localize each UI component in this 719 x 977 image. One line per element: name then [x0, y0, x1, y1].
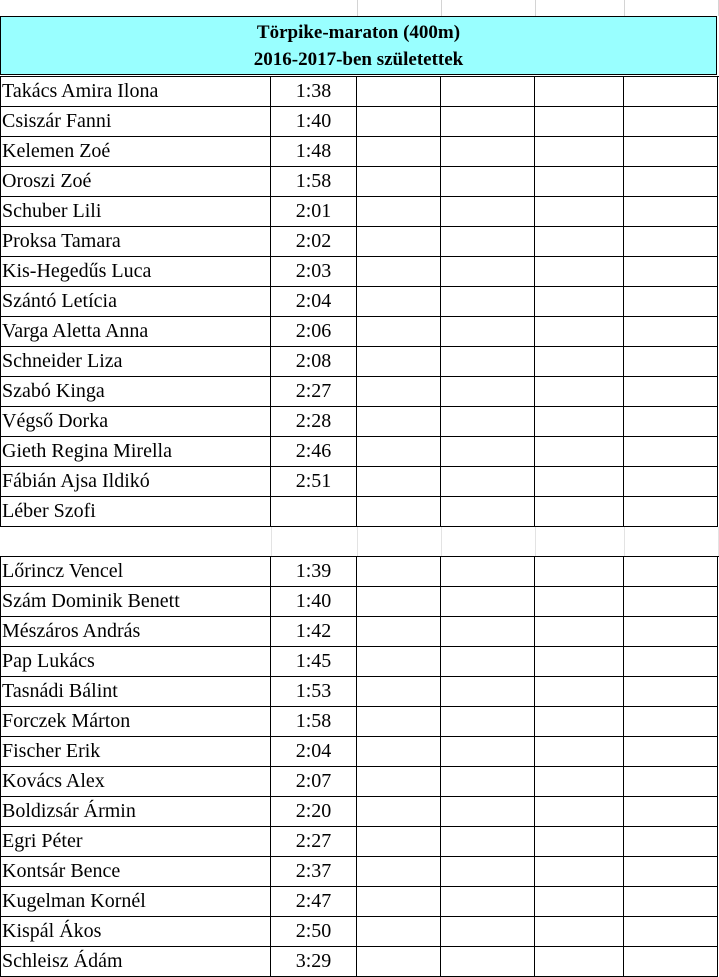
- empty-cell[interactable]: [535, 167, 624, 197]
- empty-cell[interactable]: [441, 647, 535, 677]
- table-row: [0, 347, 719, 377]
- empty-cell[interactable]: [535, 617, 624, 647]
- empty-cell[interactable]: [441, 707, 535, 737]
- runner-name-cell[interactable]: Proksa Tamara: [0, 227, 271, 257]
- table-row: [0, 947, 719, 977]
- table-row: [0, 317, 719, 347]
- empty-cell[interactable]: [357, 407, 441, 437]
- empty-cell[interactable]: [624, 827, 718, 857]
- empty-cell[interactable]: [357, 917, 441, 947]
- empty-cell[interactable]: [535, 767, 624, 797]
- empty-cell[interactable]: [441, 917, 535, 947]
- table-row: [0, 497, 719, 527]
- finish-time-cell[interactable]: 1:45: [271, 647, 357, 677]
- finish-time-cell[interactable]: 2:37: [271, 857, 357, 887]
- table-row: [0, 437, 719, 467]
- empty-cell[interactable]: [441, 197, 535, 227]
- empty-cell[interactable]: [441, 947, 535, 977]
- empty-cell[interactable]: [357, 707, 441, 737]
- empty-cell[interactable]: [535, 407, 624, 437]
- runner-name-cell[interactable]: Szám Dominik Benett: [0, 587, 271, 617]
- empty-cell[interactable]: [357, 617, 441, 647]
- empty-cell[interactable]: [441, 377, 535, 407]
- empty-cell[interactable]: [441, 767, 535, 797]
- runner-name-cell[interactable]: Végső Dorka: [0, 407, 271, 437]
- table-row: [0, 107, 719, 137]
- empty-cell[interactable]: [624, 77, 718, 107]
- runner-name-cell[interactable]: Schuber Lili: [0, 197, 271, 227]
- table-row: [0, 137, 719, 167]
- finish-time-cell[interactable]: 2:07: [271, 767, 357, 797]
- empty-cell[interactable]: [357, 347, 441, 377]
- empty-cell[interactable]: [441, 77, 535, 107]
- empty-cell[interactable]: [624, 287, 718, 317]
- empty-cell[interactable]: [624, 737, 718, 767]
- empty-cell[interactable]: [624, 497, 718, 527]
- finish-time-cell[interactable]: 2:04: [271, 737, 357, 767]
- empty-cell[interactable]: [441, 167, 535, 197]
- empty-cell[interactable]: [357, 227, 441, 257]
- empty-cell[interactable]: [535, 707, 624, 737]
- finish-time-cell[interactable]: 2:28: [271, 407, 357, 437]
- runner-name-cell[interactable]: Oroszi Zoé: [0, 167, 271, 197]
- finish-time-cell[interactable]: 2:02: [271, 227, 357, 257]
- title-race-name: Törpike-maraton (400m): [256, 22, 461, 43]
- empty-cell[interactable]: [624, 617, 718, 647]
- empty-cell[interactable]: [357, 257, 441, 287]
- runner-name-cell[interactable]: Boldizsár Ármin: [0, 797, 271, 827]
- table-row: [0, 467, 719, 497]
- gridline: [624, 0, 625, 16]
- empty-cell[interactable]: [535, 197, 624, 227]
- empty-cell[interactable]: [357, 827, 441, 857]
- empty-cell[interactable]: [535, 677, 624, 707]
- empty-cell[interactable]: [624, 707, 718, 737]
- empty-cell[interactable]: [441, 857, 535, 887]
- empty-cell[interactable]: [535, 737, 624, 767]
- empty-cell[interactable]: [624, 407, 718, 437]
- empty-cell[interactable]: [357, 167, 441, 197]
- finish-time-cell[interactable]: 1:40: [271, 107, 357, 137]
- empty-cell[interactable]: [357, 647, 441, 677]
- table-row: [0, 917, 719, 947]
- empty-cell[interactable]: [535, 287, 624, 317]
- empty-cell[interactable]: [357, 77, 441, 107]
- empty-cell[interactable]: [441, 797, 535, 827]
- title-birth-years: 2016-2017-ben születettek: [253, 49, 464, 70]
- runner-name-cell[interactable]: Kugelman Kornél: [0, 887, 271, 917]
- empty-cell[interactable]: [441, 227, 535, 257]
- empty-cell[interactable]: [535, 317, 624, 347]
- finish-time-cell[interactable]: 1:53: [271, 677, 357, 707]
- table-row: [0, 767, 719, 797]
- table-row: [0, 857, 719, 887]
- runner-name-cell[interactable]: Mészáros András: [0, 617, 271, 647]
- table-row: [0, 76, 719, 107]
- finish-time-cell[interactable]: 2:06: [271, 317, 357, 347]
- empty-cell[interactable]: [357, 197, 441, 227]
- table-row: [0, 827, 719, 857]
- empty-cell[interactable]: [357, 857, 441, 887]
- table-row: [0, 707, 719, 737]
- finish-time-cell[interactable]: 2:01: [271, 197, 357, 227]
- runner-name-cell[interactable]: Gieth Regina Mirella: [0, 437, 271, 467]
- table-row: [0, 647, 719, 677]
- runner-name-cell[interactable]: Fischer Erik: [0, 737, 271, 767]
- runner-name-cell[interactable]: Forczek Márton: [0, 707, 271, 737]
- finish-time-cell[interactable]: 1:39: [271, 557, 357, 587]
- runner-name-cell[interactable]: Kis-Hegedűs Luca: [0, 257, 271, 287]
- empty-cell[interactable]: [624, 257, 718, 287]
- empty-cell[interactable]: [357, 497, 441, 527]
- table-row: [0, 197, 719, 227]
- empty-cell[interactable]: [441, 317, 535, 347]
- empty-cell[interactable]: [357, 797, 441, 827]
- empty-cell[interactable]: [357, 587, 441, 617]
- table-row: [0, 887, 719, 917]
- empty-cell[interactable]: [357, 317, 441, 347]
- empty-cell[interactable]: [624, 377, 718, 407]
- runner-name-cell[interactable]: Takács Amira Ilona: [0, 77, 271, 107]
- empty-cell[interactable]: [624, 347, 718, 377]
- table-row: [0, 227, 719, 257]
- runner-name-cell[interactable]: Kelemen Zoé: [0, 137, 271, 167]
- table-title[interactable]: [0, 16, 717, 75]
- empty-cell[interactable]: [357, 767, 441, 797]
- finish-time-cell[interactable]: 2:50: [271, 917, 357, 947]
- empty-cell[interactable]: [624, 917, 718, 947]
- empty-cell[interactable]: [624, 797, 718, 827]
- empty-cell[interactable]: [535, 917, 624, 947]
- table-row: [0, 407, 719, 437]
- gridline: [535, 0, 536, 16]
- empty-cell[interactable]: [624, 947, 718, 977]
- empty-cell[interactable]: [357, 947, 441, 977]
- table-row: [0, 167, 719, 197]
- runner-name-cell[interactable]: Csiszár Fanni: [0, 107, 271, 137]
- empty-cell[interactable]: [441, 137, 535, 167]
- empty-cell[interactable]: [535, 227, 624, 257]
- empty-cell[interactable]: [441, 557, 535, 587]
- empty-cell[interactable]: [624, 647, 718, 677]
- empty-cell[interactable]: [357, 737, 441, 767]
- finish-time-cell[interactable]: 1:48: [271, 137, 357, 167]
- empty-cell[interactable]: [535, 947, 624, 977]
- runner-name-cell[interactable]: Varga Aletta Anna: [0, 317, 271, 347]
- finish-time-cell[interactable]: 2:03: [271, 257, 357, 287]
- empty-cell[interactable]: [624, 767, 718, 797]
- empty-cell[interactable]: [624, 587, 718, 617]
- empty-cell[interactable]: [441, 287, 535, 317]
- empty-cell[interactable]: [624, 107, 718, 137]
- empty-cell[interactable]: [624, 677, 718, 707]
- empty-cell[interactable]: [441, 407, 535, 437]
- empty-cell[interactable]: [624, 467, 718, 497]
- empty-cell[interactable]: [441, 737, 535, 767]
- empty-cell[interactable]: [441, 467, 535, 497]
- empty-cell[interactable]: [441, 587, 535, 617]
- empty-cell[interactable]: [535, 467, 624, 497]
- empty-cell[interactable]: [441, 107, 535, 137]
- finish-time-cell[interactable]: 2:08: [271, 347, 357, 377]
- empty-cell[interactable]: [357, 107, 441, 137]
- empty-cell[interactable]: [535, 437, 624, 467]
- table-row: [0, 556, 719, 587]
- finish-time-cell[interactable]: 2:27: [271, 377, 357, 407]
- section-gap: [0, 527, 719, 557]
- empty-cell[interactable]: [624, 887, 718, 917]
- empty-cell[interactable]: [357, 137, 441, 167]
- empty-cell[interactable]: [357, 437, 441, 467]
- runner-name-cell[interactable]: Kontsár Bence: [0, 857, 271, 887]
- empty-cell[interactable]: [535, 347, 624, 377]
- empty-cell[interactable]: [535, 77, 624, 107]
- finish-time-cell[interactable]: 1:58: [271, 707, 357, 737]
- table-row: [0, 617, 719, 647]
- finish-time-cell[interactable]: 2:20: [271, 797, 357, 827]
- empty-cell[interactable]: [624, 197, 718, 227]
- runner-name-cell[interactable]: Pap Lukács: [0, 647, 271, 677]
- finish-time-cell[interactable]: 2:47: [271, 887, 357, 917]
- empty-cell[interactable]: [535, 887, 624, 917]
- gridline: [441, 0, 442, 16]
- empty-cell[interactable]: [357, 377, 441, 407]
- empty-cell[interactable]: [535, 587, 624, 617]
- empty-cell[interactable]: [535, 497, 624, 527]
- empty-cell[interactable]: [535, 827, 624, 857]
- runner-name-cell[interactable]: Fábián Ajsa Ildikó: [0, 467, 271, 497]
- table-row: [0, 587, 719, 617]
- empty-cell[interactable]: [535, 647, 624, 677]
- empty-cell[interactable]: [535, 557, 624, 587]
- empty-cell[interactable]: [624, 857, 718, 887]
- runner-name-cell[interactable]: Szántó Letícia: [0, 287, 271, 317]
- finish-time-cell[interactable]: [271, 497, 357, 527]
- empty-cell[interactable]: [624, 557, 718, 587]
- runner-name-cell[interactable]: Szabó Kinga: [0, 377, 271, 407]
- finish-time-cell[interactable]: 1:40: [271, 587, 357, 617]
- table-row: [0, 797, 719, 827]
- empty-cell[interactable]: [441, 887, 535, 917]
- finish-time-cell[interactable]: 1:58: [271, 167, 357, 197]
- empty-cell[interactable]: [441, 347, 535, 377]
- finish-time-cell[interactable]: 1:42: [271, 617, 357, 647]
- runner-name-cell[interactable]: Kispál Ákos: [0, 917, 271, 947]
- finish-time-cell[interactable]: 1:38: [271, 77, 357, 107]
- finish-time-cell[interactable]: 2:51: [271, 467, 357, 497]
- empty-cell[interactable]: [441, 257, 535, 287]
- empty-cell[interactable]: [535, 377, 624, 407]
- empty-cell[interactable]: [624, 137, 718, 167]
- empty-cell[interactable]: [535, 257, 624, 287]
- runner-name-cell[interactable]: Kovács Alex: [0, 767, 271, 797]
- runner-name-cell[interactable]: Schneider Liza: [0, 347, 271, 377]
- empty-cell[interactable]: [535, 107, 624, 137]
- empty-cell[interactable]: [624, 437, 718, 467]
- runner-name-cell[interactable]: Schleisz Ádám: [0, 947, 271, 977]
- finish-time-cell[interactable]: 2:46: [271, 437, 357, 467]
- table-row: [0, 737, 719, 767]
- empty-cell[interactable]: [357, 557, 441, 587]
- runner-name-cell[interactable]: Léber Szofi: [0, 497, 271, 527]
- empty-cell[interactable]: [441, 437, 535, 467]
- table-row: [0, 377, 719, 407]
- empty-cell[interactable]: [535, 137, 624, 167]
- empty-cell[interactable]: [535, 857, 624, 887]
- empty-cell[interactable]: [624, 167, 718, 197]
- finish-time-cell[interactable]: 2:27: [271, 827, 357, 857]
- empty-cell[interactable]: [441, 497, 535, 527]
- runner-name-cell[interactable]: Egri Péter: [0, 827, 271, 857]
- empty-cell[interactable]: [357, 467, 441, 497]
- empty-cell[interactable]: [357, 287, 441, 317]
- empty-cell[interactable]: [441, 827, 535, 857]
- empty-cell[interactable]: [357, 887, 441, 917]
- runner-name-cell[interactable]: Lőrincz Vencel: [0, 557, 271, 587]
- empty-cell[interactable]: [357, 677, 441, 707]
- finish-time-cell[interactable]: 3:29: [271, 947, 357, 977]
- empty-cell[interactable]: [624, 227, 718, 257]
- finish-time-cell[interactable]: 2:04: [271, 287, 357, 317]
- table-row: [0, 677, 719, 707]
- empty-cell[interactable]: [624, 317, 718, 347]
- table-row: [0, 287, 719, 317]
- gridline: [357, 0, 358, 16]
- runner-name-cell[interactable]: Tasnádi Bálint: [0, 677, 271, 707]
- empty-cell[interactable]: [441, 617, 535, 647]
- table-row: [0, 257, 719, 287]
- empty-cell[interactable]: [441, 677, 535, 707]
- empty-cell[interactable]: [535, 797, 624, 827]
